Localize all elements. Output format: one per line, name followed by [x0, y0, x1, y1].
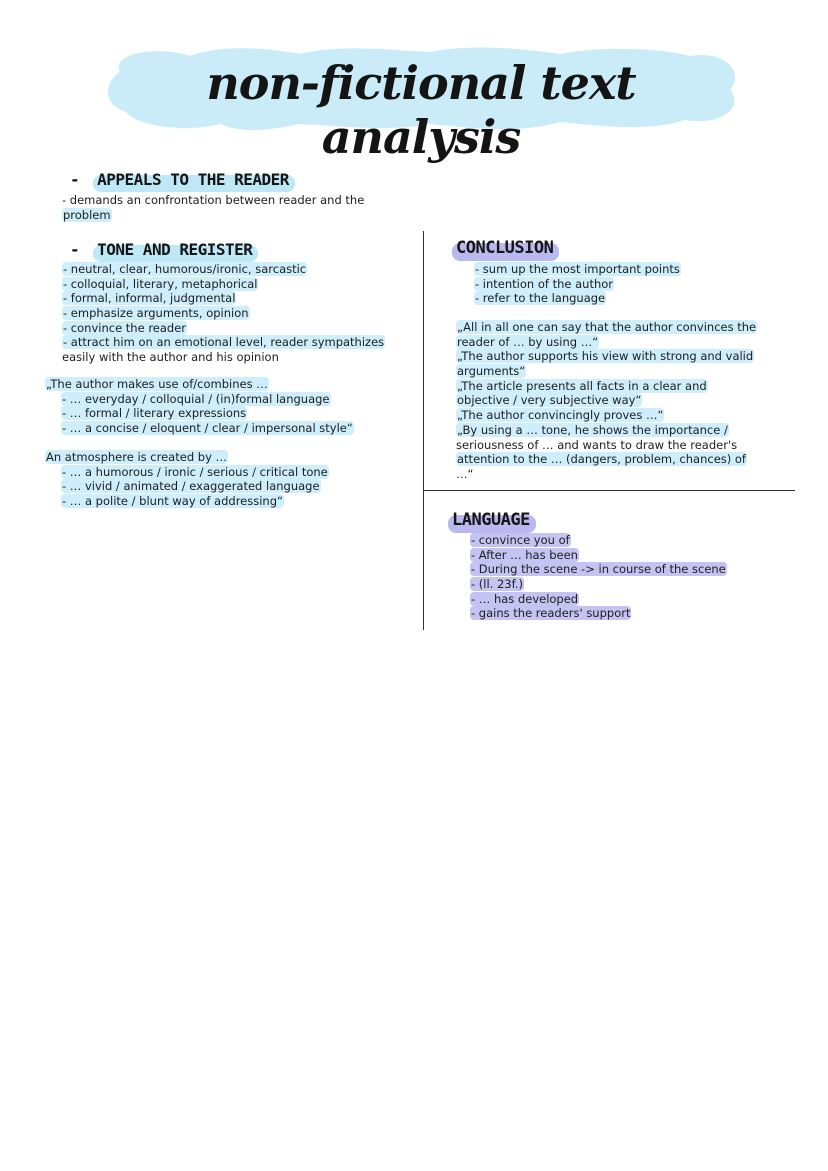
phrase-line: - … vivid / animated / exaggerated language	[62, 479, 320, 494]
section-heading-appeals: - APPEALS TO THE READER	[70, 170, 289, 189]
conclusion-phrase: seriousness of … and wants to draw the reader's	[456, 437, 738, 452]
tone-list	[62, 262, 385, 365]
language-item: - convince you of	[471, 533, 570, 547]
vertical-divider	[423, 231, 424, 630]
tone-item: - formal, informal, judgmental	[63, 291, 236, 306]
tone-item: - attract him on an emotional level, reader sympathizes	[63, 335, 385, 350]
phrase-line: - … a polite / blunt way of addressing“	[62, 494, 283, 509]
language-item: - (ll. 23f.)	[471, 577, 523, 592]
conclusion-bullet: - refer to the language	[475, 291, 606, 306]
conclusion-phrase: arguments“	[457, 364, 526, 379]
conclusion-phrases	[456, 320, 757, 482]
tone-item: - colloquial, literary, metaphorical	[63, 276, 258, 291]
conclusion-phrase: „The article presents all facts in a clear and	[457, 378, 707, 393]
tone-heading-label: TONE AND REGISTER	[97, 240, 253, 259]
conclusion-phrase: …“	[456, 466, 474, 481]
conclusion-bullets	[474, 262, 681, 306]
horizontal-divider	[424, 490, 795, 491]
conclusion-phrase: „The author supports his view with strong and valid	[457, 349, 754, 364]
atmosphere-phrases	[45, 450, 329, 509]
tone-item: - neutral, clear, humorous/ironic, sarcastic	[63, 262, 307, 276]
phrase-line: „The author makes use of/combines …	[46, 377, 268, 391]
tone-item: - emphasize arguments, opinion	[63, 306, 249, 321]
title-banner	[100, 42, 742, 164]
appeals-text	[62, 193, 364, 222]
phrase-line: - … formal / literary expressions	[62, 406, 247, 421]
phrase-line: - … a concise / eloquent / clear / impersonal style“	[62, 421, 353, 436]
page-title: non-fictional text analysis	[206, 56, 636, 164]
phrase-line: - … everyday / colloquial / (in)formal language	[62, 391, 330, 406]
language-item: - … has developed	[471, 591, 579, 606]
language-heading: LANGUAGE	[452, 510, 530, 530]
makes-use-phrases	[45, 377, 354, 436]
language-list	[470, 533, 727, 621]
conclusion-phrase: „By using a … tone, he shows the importance /	[457, 422, 728, 437]
tone-item: - convince the reader	[63, 320, 187, 335]
conclusion-heading: CONCLUSION	[456, 238, 554, 258]
language-item: - After … has been	[471, 547, 578, 562]
phrase-line: An atmosphere is created by …	[46, 450, 228, 464]
conclusion-phrase: reader of … by using …“	[457, 334, 599, 349]
conclusion-phrase: „The author convincingly proves …“	[457, 408, 664, 423]
conclusion-bullet: - sum up the most important points	[475, 262, 680, 276]
conclusion-bullet: - intention of the author	[475, 276, 614, 291]
conclusion-phrase: objective / very subjective way“	[457, 393, 642, 408]
language-item: - gains the readers' support	[471, 606, 631, 621]
conclusion-phrase: „All in all one can say that the author convinces the	[457, 320, 757, 334]
appeals-line: - demands an confrontation between reader and the	[62, 193, 365, 207]
language-item: - During the scene -> in course of the scene	[471, 562, 726, 577]
tone-item: easily with the author and his opinion	[62, 350, 279, 365]
section-heading-tone: - TONE AND REGISTER	[70, 240, 253, 259]
conclusion-phrase: attention to the … (dangers, problem, chances) of	[457, 452, 746, 467]
appeals-heading-label: APPEALS TO THE READER	[97, 170, 289, 189]
phrase-line: - … a humorous / ironic / serious / critical tone	[62, 464, 328, 479]
appeals-line: problem	[63, 207, 111, 222]
